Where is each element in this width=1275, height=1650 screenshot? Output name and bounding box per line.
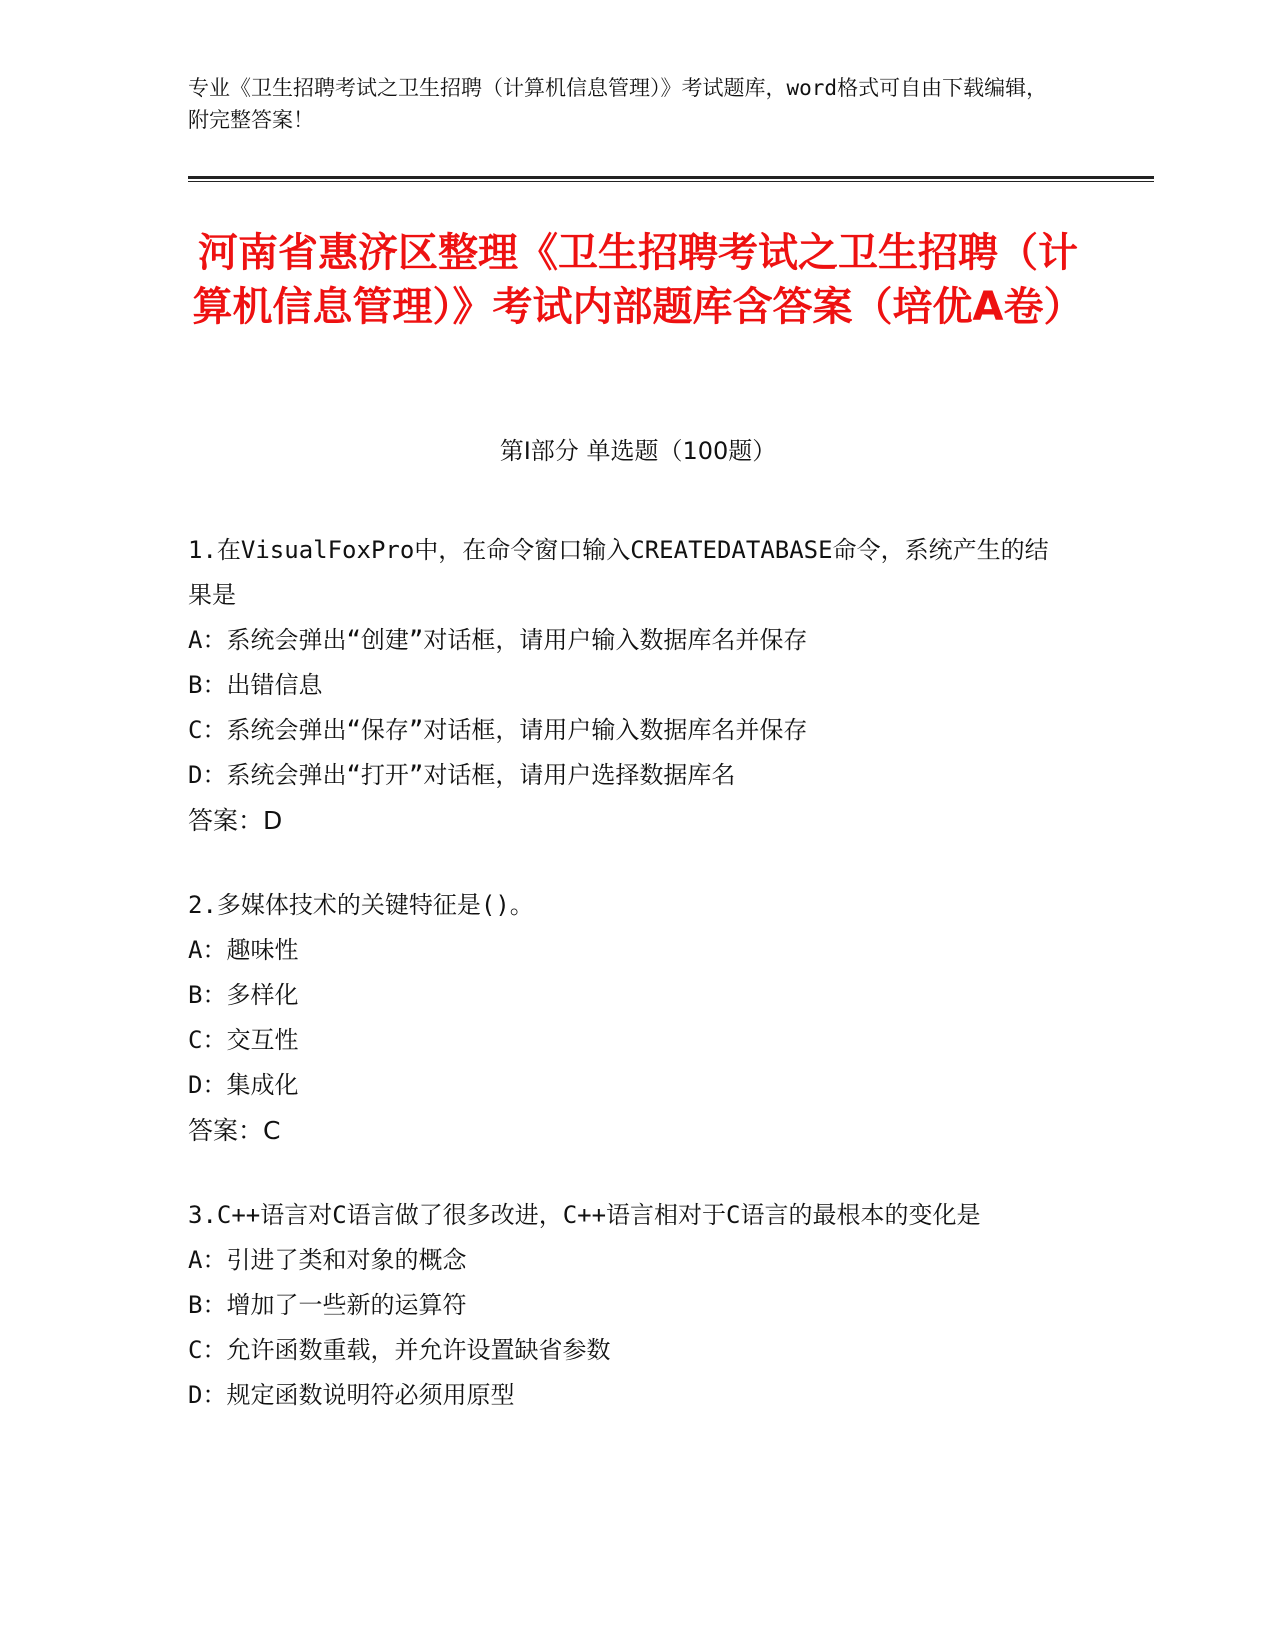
document-title: 河南省惠济区整理《卫生招聘考试之卫生招聘（计算机信息管理）》考试内部题库含答案（培优A卷）: [192, 230, 1084, 330]
option-d: D：系统会弹出“打开”对话框，请用户选择数据库名: [188, 761, 736, 789]
answer-line: 答案：C: [188, 1116, 281, 1145]
question-1: [188, 528, 1068, 843]
question-stem: 3.C++语言对C语言做了很多改进，C++语言相对于C语言的最根本的变化是: [188, 1201, 981, 1229]
header-divider-thin: [188, 181, 1154, 182]
question-stem: 2.多媒体技术的关键特征是()。: [188, 891, 534, 919]
option-c: C：允许函数重载，并允许设置缺省参数: [188, 1336, 611, 1364]
option-a: A：系统会弹出“创建”对话框，请用户输入数据库名并保存: [188, 626, 808, 654]
option-b: B：出错信息: [188, 671, 323, 699]
header-note: 专业《卫生招聘考试之卫生招聘（计算机信息管理）》考试题库，word格式可自由下载编辑，附完整答案！: [188, 76, 1048, 132]
question-3: [188, 1193, 1068, 1418]
option-b: B：增加了一些新的运算符: [188, 1291, 467, 1319]
section-heading: 第Ⅰ部分 单选题（100题）: [499, 437, 777, 465]
option-d: D：集成化: [188, 1071, 299, 1099]
question-stem: 1.在VisualFoxPro中，在命令窗口输入CREATEDATABASE命令，系统产生的结果是: [188, 536, 1049, 609]
option-d: D：规定函数说明符必须用原型: [188, 1381, 515, 1409]
answer-line: 答案：D: [188, 806, 283, 835]
option-a: A：趣味性: [188, 936, 299, 964]
option-c: C：系统会弹出“保存”对话框，请用户输入数据库名并保存: [188, 716, 808, 744]
option-b: B：多样化: [188, 981, 299, 1009]
option-a: A：引进了类和对象的概念: [188, 1246, 467, 1274]
option-c: C：交互性: [188, 1026, 299, 1054]
header-divider: [188, 176, 1154, 179]
question-2: [188, 883, 1068, 1153]
question-list: [188, 528, 1068, 1458]
